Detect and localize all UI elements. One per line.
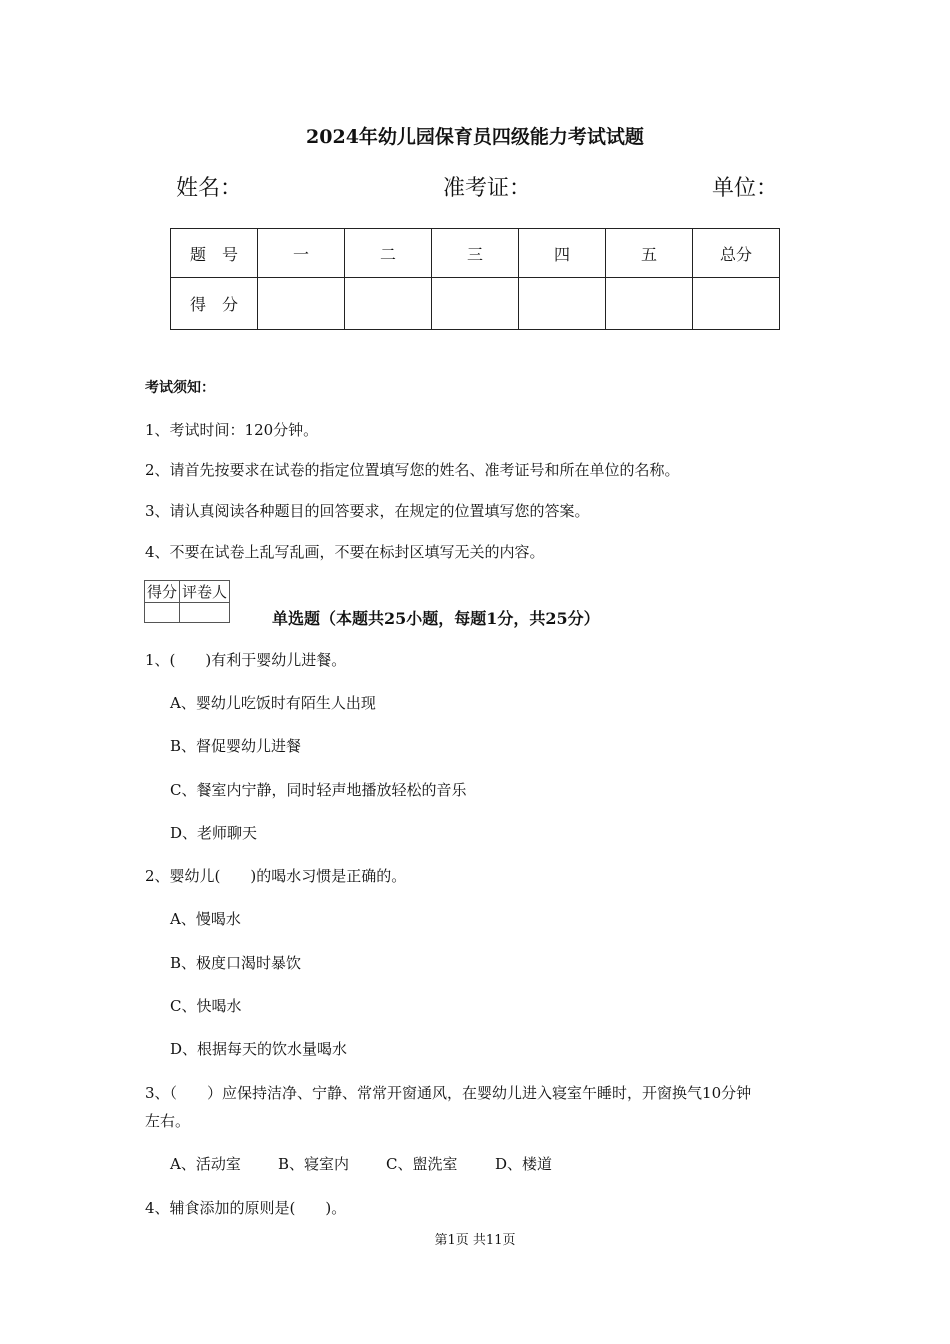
score-entry-cell[interactable] bbox=[519, 278, 606, 330]
question-option[interactable]: B、督促婴幼儿进餐 bbox=[170, 737, 302, 755]
question-option[interactable]: D、根据每天的饮水量喝水 bbox=[170, 1040, 348, 1058]
score-entry-cell[interactable] bbox=[606, 278, 693, 330]
notice-item: 1、考试时间：120分钟。 bbox=[145, 421, 319, 439]
question-option[interactable]: C、快喝水 bbox=[170, 997, 242, 1015]
score-table-cell: 四 bbox=[519, 229, 606, 278]
score-entry-cell[interactable] bbox=[693, 278, 780, 330]
grader-reviewer-label: 评卷人 bbox=[180, 581, 230, 603]
score-table bbox=[170, 228, 780, 330]
question-option[interactable]: D、老师聊天 bbox=[170, 824, 258, 842]
score-table-header-row bbox=[171, 229, 780, 278]
score-entry-cell[interactable] bbox=[345, 278, 432, 330]
section-title: 单选题（本题共25小题，每题1分，共25分） bbox=[272, 609, 600, 628]
question-stem: 3、（ ）应保持洁净、宁静、常常开窗通风，在婴幼儿进入寝室午睡时，开窗换气10分钟 bbox=[145, 1084, 752, 1102]
grader-reviewer-cell[interactable] bbox=[180, 603, 230, 623]
page-footer: 第1页 共11页 bbox=[434, 1233, 516, 1248]
question-option[interactable]: B、寝室内 bbox=[278, 1155, 350, 1173]
notice-heading: 考试须知： bbox=[145, 380, 215, 396]
question-stem-continued: 左右。 bbox=[145, 1112, 191, 1130]
score-entry-cell[interactable] bbox=[432, 278, 519, 330]
grader-score-label: 得分 bbox=[145, 581, 180, 603]
score-table-cell: 三 bbox=[432, 229, 519, 278]
grader-box bbox=[144, 580, 230, 623]
score-table-cell: 总分 bbox=[693, 229, 780, 278]
question-stem: 2、婴幼儿( )的喝水习惯是正确的。 bbox=[145, 867, 407, 885]
question-option[interactable]: A、慢喝水 bbox=[170, 910, 241, 928]
question-stem: 1、( )有利于婴幼儿进餐。 bbox=[145, 651, 347, 669]
name-label: 姓名： bbox=[176, 176, 243, 201]
question-option[interactable]: C、餐室内宁静，同时轻声地播放轻松的音乐 bbox=[170, 781, 467, 799]
notice-item: 2、请首先按要求在试卷的指定位置填写您的姓名、准考证号和所在单位的名称。 bbox=[145, 461, 680, 479]
question-stem: 4、辅食添加的原则是( )。 bbox=[145, 1199, 347, 1217]
score-table-cell: 题 号 bbox=[171, 229, 258, 278]
question-option[interactable]: A、婴幼儿吃饭时有陌生人出现 bbox=[170, 694, 376, 712]
score-table-cell: 一 bbox=[258, 229, 345, 278]
notice-item: 4、不要在试卷上乱写乱画，不要在标封区填写无关的内容。 bbox=[145, 543, 545, 561]
notice-item: 3、请认真阅读各种题目的回答要求，在规定的位置填写您的答案。 bbox=[145, 502, 590, 520]
exam-number-label: 准考证： bbox=[443, 176, 532, 201]
score-table-cell: 五 bbox=[606, 229, 693, 278]
unit-label: 单位： bbox=[712, 176, 779, 201]
document-title: 2024年幼儿园保育员四级能力考试试题 bbox=[306, 126, 644, 148]
question-option[interactable]: C、盥洗室 bbox=[386, 1155, 458, 1173]
score-entry-cell[interactable] bbox=[258, 278, 345, 330]
score-row-label: 得 分 bbox=[171, 278, 258, 330]
score-table-cell: 二 bbox=[345, 229, 432, 278]
question-option[interactable]: B、极度口渴时暴饮 bbox=[170, 954, 302, 972]
question-option[interactable]: A、活动室 bbox=[170, 1155, 241, 1173]
question-option[interactable]: D、楼道 bbox=[495, 1155, 553, 1173]
score-table-score-row bbox=[171, 278, 780, 330]
grader-score-cell[interactable] bbox=[145, 603, 180, 623]
